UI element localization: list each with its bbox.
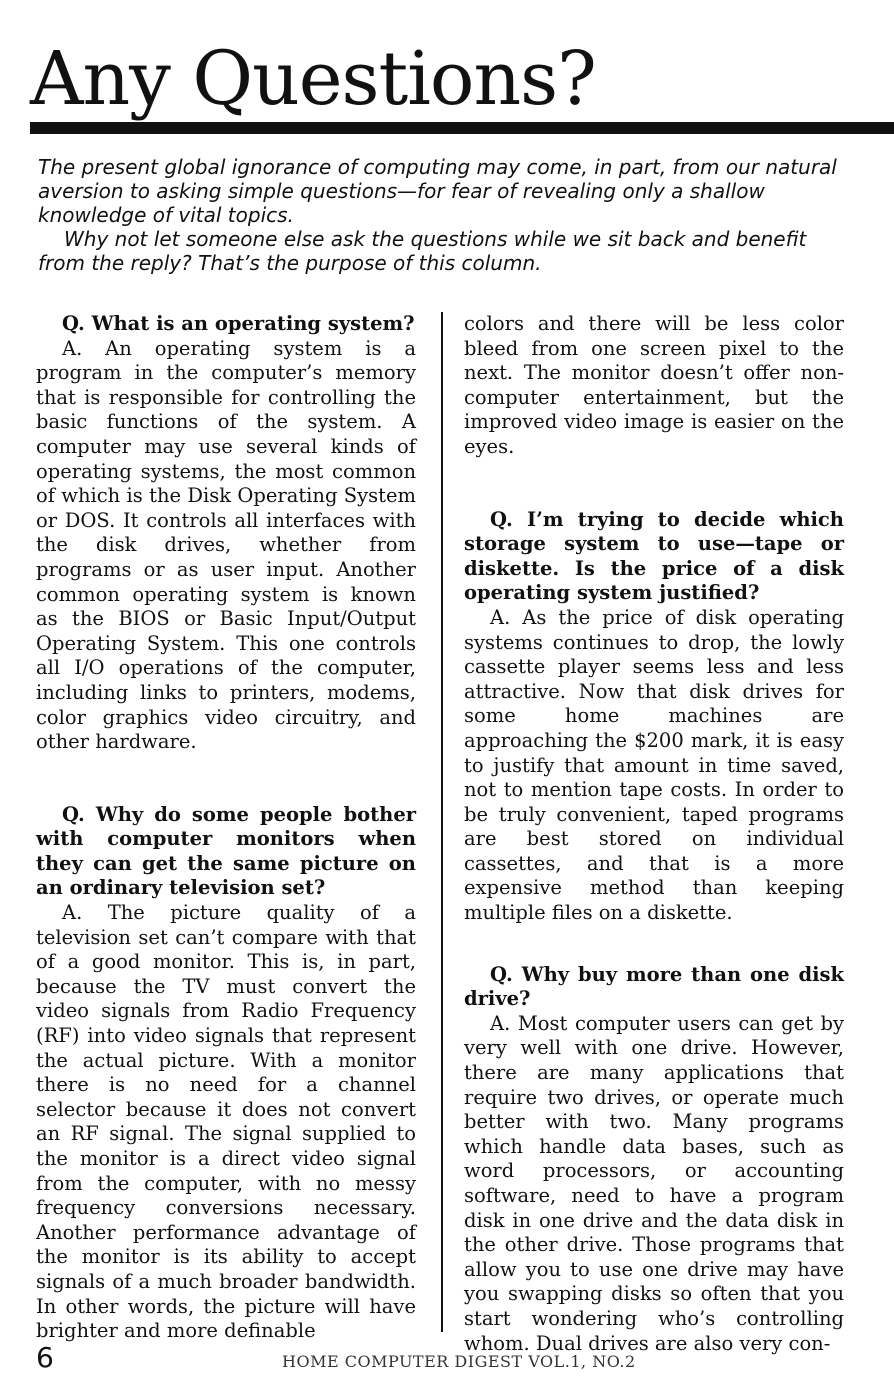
answer-1: A. An operating system is a program in the computer’s memory that is responsible for controlling the basic functions of the system. A computer may use several kinds of operating systems, the most common of which is the Disk Operating System or DOS. It controls all interfaces with the disk drives, whether from programs or as user input. Another common operating system is known as the BIOS or Basic Input/Output Operating System. This one controls all I/O operations of the computer, including links to printers, modems, color graphics video circuitry, and other hardware.	[36, 336, 416, 754]
intro-paragraph-2: Why not let someone else ask the questions while we sit back and benefit from the reply? That’s the purpose of this column.	[38, 227, 807, 275]
right-column	[464, 312, 844, 1356]
question-4: Q. Why buy more than one disk drive?	[464, 962, 844, 1011]
column-divider	[441, 312, 443, 1332]
publication-footer: HOME COMPUTER DIGEST VOL.1, NO.2	[282, 1352, 636, 1371]
answer-2-continued: colors and there will be less color bleed from one screen pixel to the next. The monitor doesn’t offer non-computer entertainment, but the improved video image is easier on the eyes.	[464, 312, 844, 458]
question-3: Q. I’m trying to decide which storage system to use—tape or diskette. Is the price of a disk operating system justified?	[464, 507, 844, 605]
intro-text	[38, 155, 858, 275]
answer-3: A. As the price of disk operating systems continues to drop, the lowly cassette player seems less and less attractive. Now that disk drives for some home machines are approaching the $200 mark, it is easy to justify that amount in time saved, not to mention tape costs. In order to be truly convenient, taped programs are best stored on individual cassettes, and that is a more expensive method than keeping multiple files on a diskette.	[464, 605, 844, 925]
page-title: Any Questions?	[30, 36, 596, 122]
intro-paragraph-1: The present global ignorance of computing may come, in part, from our natural aversion to asking simple questions—for fear of revealing only a shallow knowledge of vital topics.	[38, 155, 837, 227]
answer-2: A. The picture quality of a television set can’t compare with that of a good monitor. This is, in part, because the TV must convert the video signals from Radio Frequency (RF) into video signals that represent the actual picture. With a monitor there is no need for a channel selector because it does not convert an RF signal. The signal supplied to the monitor is a direct video signal from the computer, with no messy frequency conversions necessary. Another performance advantage of the monitor is its ability to accept signals of a much broader bandwidth. In other words, the picture will have brighter and more definable	[36, 901, 416, 1343]
left-column	[36, 312, 416, 1344]
page-number: 6	[36, 1341, 54, 1374]
question-2: Q. Why do some people bother with computer monitors when they can get the same picture on an ordinary television set?	[36, 802, 416, 900]
answer-4: A. Most computer users can get by very well with one drive. However, there are many applications that require two drives, or operate much better with two. Many programs which handle data bases, such as word processors, or accounting software, need to have a program disk in one drive and the data disk in the other drive. Those programs that allow you to use one drive may have you swapping disks so often that you start wondering who’s controlling whom. Dual drives are also very con-	[464, 1011, 844, 1355]
title-rule	[30, 122, 894, 134]
question-1: Q. What is an operating system?	[62, 312, 415, 335]
